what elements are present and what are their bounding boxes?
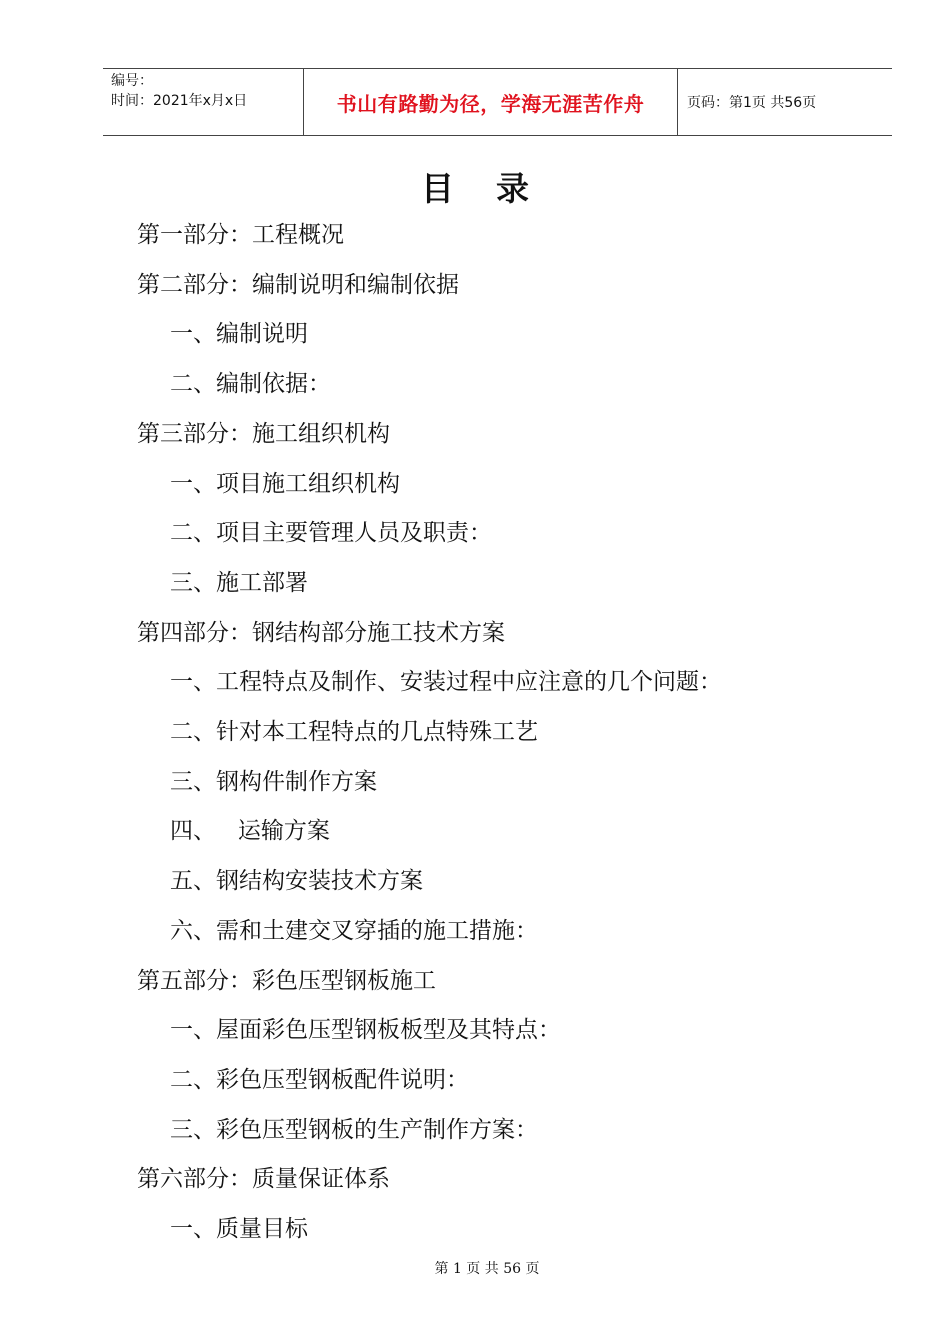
toc-section-item: 一、质量目标	[170, 1216, 308, 1242]
toc-part-item: 第二部分：编制说明和编制依据	[137, 271, 459, 298]
toc-section-item: 三、彩色压型钢板的生产制作方案：	[170, 1116, 538, 1143]
toc-section-item: 五、钢结构安装技术方案	[170, 868, 423, 895]
header-meta	[103, 69, 304, 135]
header-motto-cell	[304, 69, 678, 135]
toc-section-item: 一、屋面彩色压型钢板板型及其特点：	[170, 1017, 561, 1044]
document-number-label: 编号：	[111, 73, 153, 89]
document-time-label: 时间：2021年x月x日	[111, 93, 248, 109]
header-motto: 书山有路勤为径，学海无涯苦作舟	[336, 91, 645, 116]
toc-part-item: 第三部分：施工组织机构	[137, 420, 390, 447]
toc-section-item: 一、编制说明	[170, 321, 308, 348]
toc-section-item: 三、施工部署	[170, 569, 308, 596]
toc-section-item: 二、彩色压型钢板配件说明：	[170, 1066, 469, 1093]
page-header	[103, 68, 892, 136]
toc-section-item: 二、编制依据：	[170, 371, 331, 398]
toc-section-item: 三、钢构件制作方案	[170, 768, 377, 795]
toc-part-item: 第一部分：工程概况	[137, 222, 344, 248]
toc-section-item: 一、项目施工组织机构	[170, 470, 400, 497]
page-title: 目录	[421, 169, 571, 208]
page-footer: 第 1 页 共 56 页	[434, 1261, 540, 1277]
toc-section-item: 六、需和土建交叉穿插的施工措施：	[170, 917, 538, 944]
toc-section-item: 一、工程特点及制作、安装过程中应注意的几个问题：	[170, 669, 722, 696]
toc-section-item: 二、项目主要管理人员及职责：	[170, 520, 492, 547]
toc-part-item: 第五部分：彩色压型钢板施工	[137, 967, 436, 994]
toc-section-item: 二、针对本工程特点的几点特殊工艺	[170, 719, 538, 745]
toc-part-item: 第六部分：质量保证体系	[137, 1166, 390, 1193]
toc-part-item: 第四部分：钢结构部分施工技术方案	[137, 619, 505, 646]
header-page-code: 页码：第1页 共56页	[687, 95, 817, 111]
toc-section-item: 四、 运输方案	[170, 818, 330, 845]
